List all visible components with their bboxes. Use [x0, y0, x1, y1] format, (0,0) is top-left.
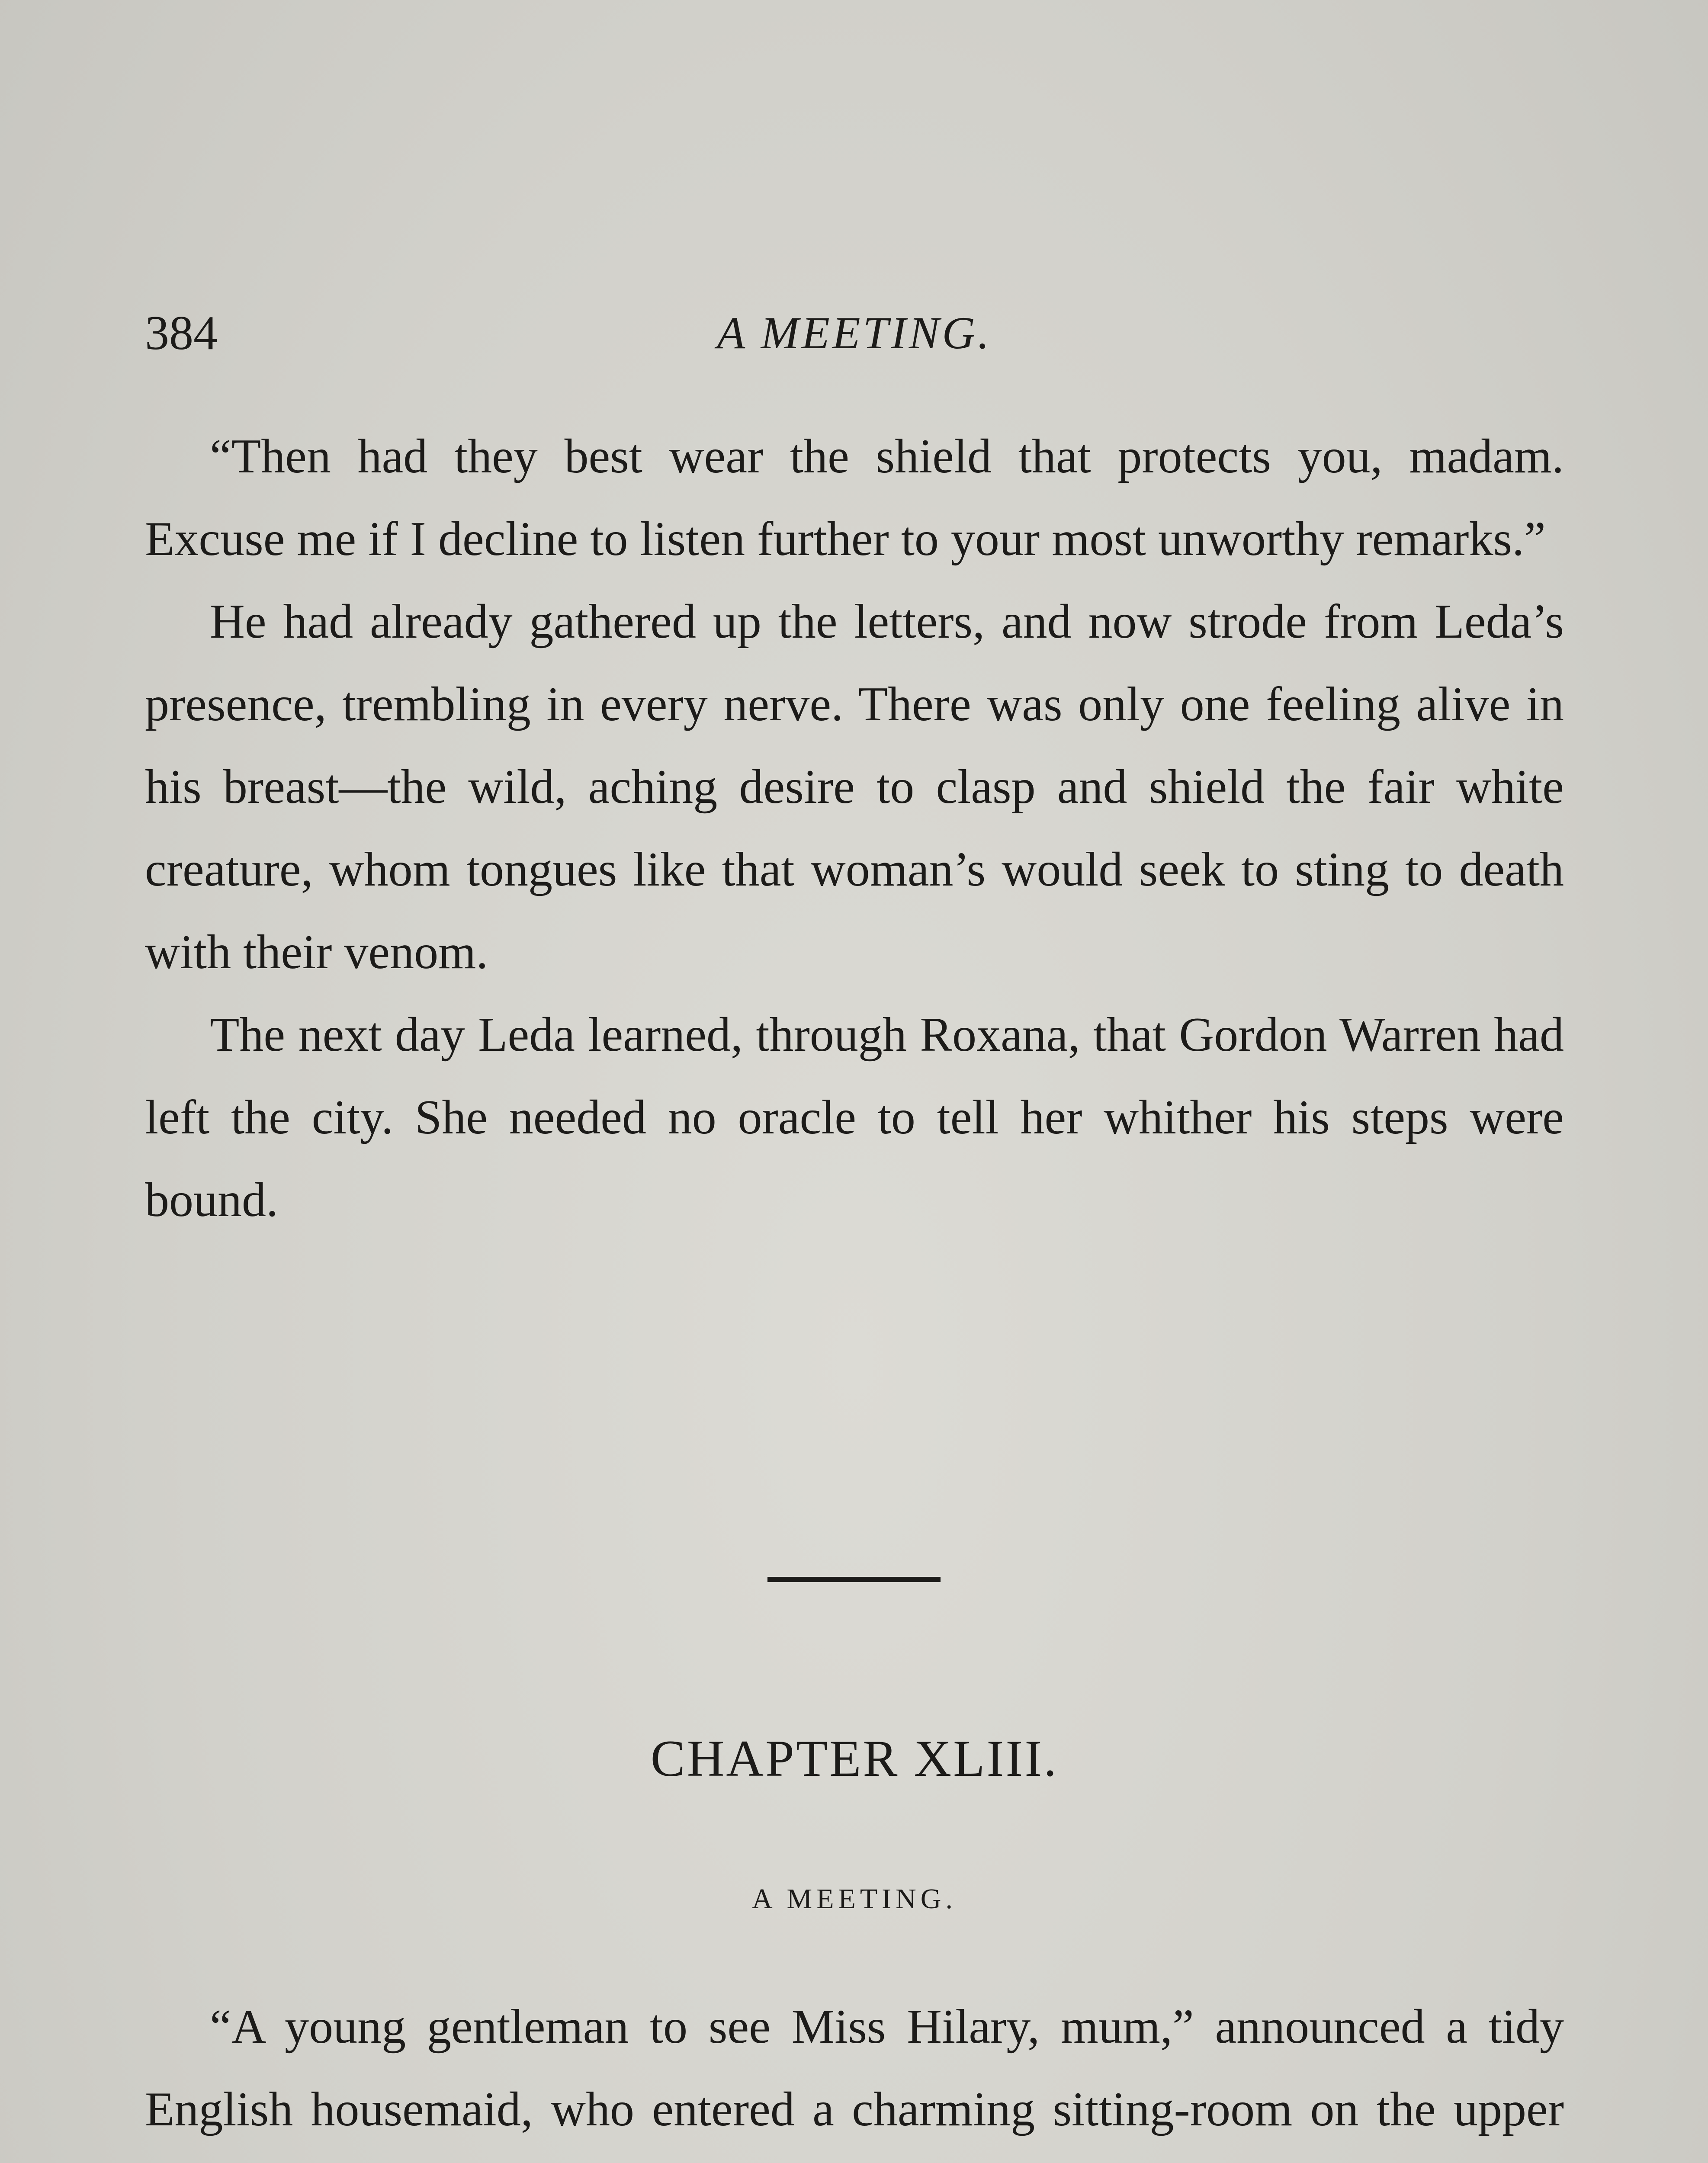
page-header: [145, 298, 1564, 368]
text-block-chapter-start: [145, 1986, 1564, 2163]
section-divider: [767, 1577, 941, 1582]
chapter-subtitle: A MEETING.: [752, 1883, 957, 1915]
chapter-title: CHAPTER XLIII.: [650, 1730, 1059, 1787]
running-head: A MEETING.: [717, 308, 992, 358]
text-block-before-chapter: [145, 415, 1564, 1242]
page-number: 384: [145, 306, 218, 360]
paragraph: “Then had they best wear the shield that protects you, madam. Excuse me if I decline to listen further to your most unworthy remarks.”: [145, 430, 1564, 566]
paragraph: He had already gathered up the letters, and now strode from Leda’s presence, trembling in every nerve. There was only one feeling alive in his breast—the wild, aching desire to clasp and shield the fair white creature, whom tongues like that woman’s would seek to sting to death with their venom.: [145, 595, 1564, 979]
paragraph: “A young gentleman to see Miss Hilary, mum,” announced a tidy English housemaid, who entered a charming sitting-room on the upper: [145, 2000, 1564, 2136]
paragraph: The next day Leda learned, through Roxana, that Gordon Warren had left the city. She needed no oracle to tell her whither his steps were bound.: [145, 1008, 1564, 1227]
